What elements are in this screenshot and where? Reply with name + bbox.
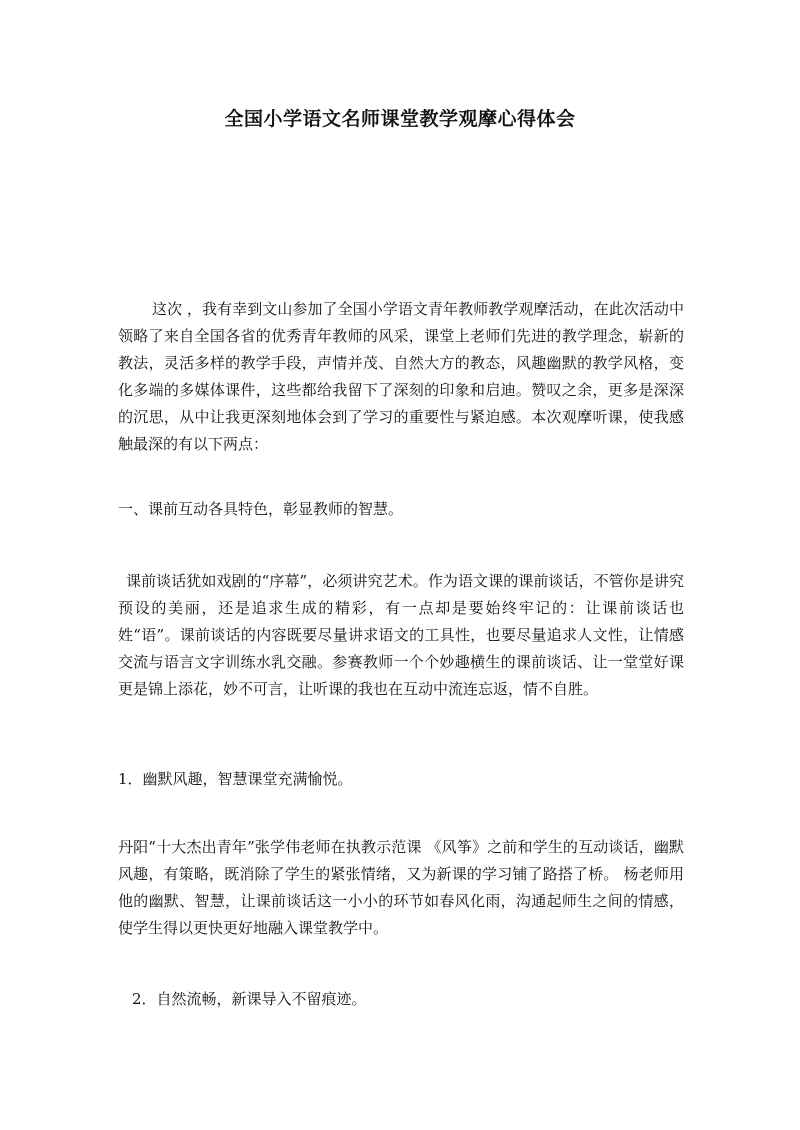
- document-title: 全国小学语文名师课堂教学观摩心得体会: [224, 108, 576, 130]
- section-heading-1: 一、课前互动各具特色，彰显教师的智慧。: [118, 500, 404, 518]
- section-1-paragraph: 课前谈话犹如戏剧的“序幕”，必须讲究艺术。作为语文课的课前谈话，不管你是讲究预设的美丽，还是追求生成的精彩，有一点却是要始终牢记的：让课前谈话也姓“语”。课前谈话的内容既要尽量讲求语文的工具性，也要尽量追求人文性，让情感交流与语言文字训练水乳交融。参赛教师一个个妙趣横生的课前谈话、让一堂堂好课更是锦上添花，妙不可言，让听课的我也在互动中流连忘返，情不自胜。: [118, 572, 684, 698]
- subsection-heading-2: 2．自然流畅，新课导入不留痕迹。: [132, 990, 367, 1008]
- subsection-heading-1: 1．幽默风趣，智慧课堂充满愉悦。: [118, 770, 353, 788]
- subsection-1-paragraph: 丹阳“十大杰出青年”张学伟老师在执教示范课 《风筝》之前和学生的互动谈话，幽默风趣，有策略，既消除了学生的紧张情绪，又为新课的学习铺了路搭了桥。 杨老师用他的幽默、智慧，让课前谈话这一小小的环节如春风化雨，沟通起师生之间的情感，使学生得以更快更好地融入课堂教学中。: [118, 838, 684, 937]
- intro-paragraph: 这次 ，我有幸到文山参加了全国小学语文青年教师教学观摩活动，在此次活动中领略了来自全国各省的优秀青年教师的风采，课堂上老师们先进的教学理念，崭新的教法，灵活多样的教学手段，声情并茂、自然大方的教态，风趣幽默的教学风格，变化多端的多媒体课件，这些都给我留下了深刻的印象和启迪。赞叹之余，更多是深深的沉思，从中让我更深刻地体会到了学习的重要性与紧迫感。本次观摩听课，使我感触最深的有以下两点：: [118, 300, 684, 453]
